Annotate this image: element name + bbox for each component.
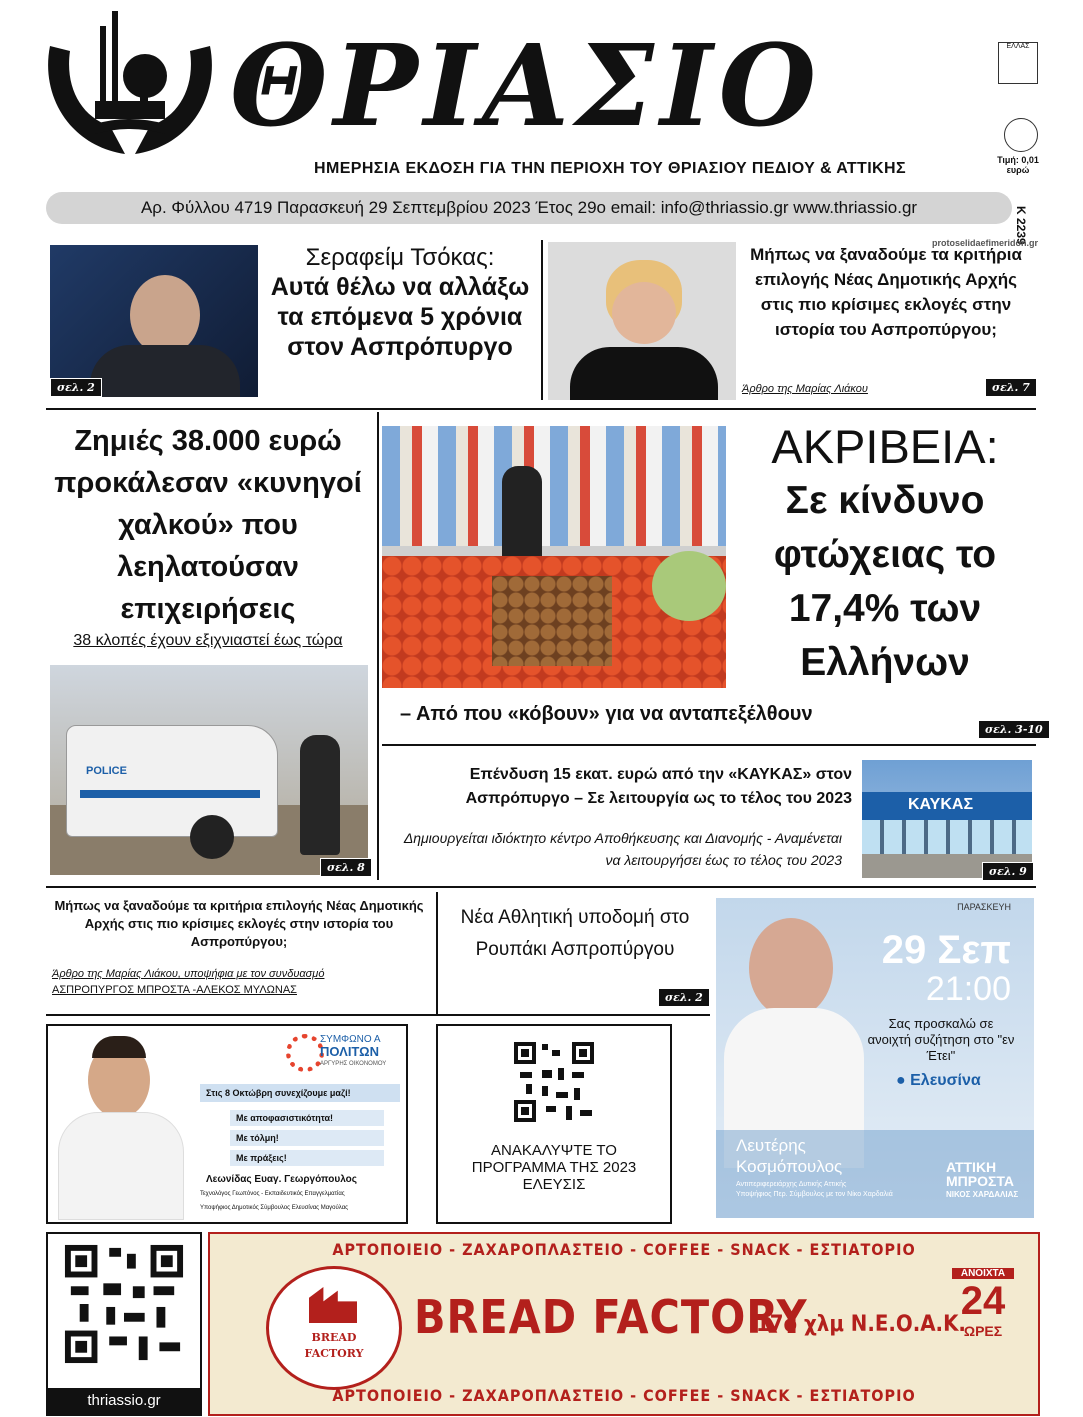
eleusis-cta: ΑΝΑΚΑΛΥΨΤΕ ΤΟ ΠΡΟΓΡΑΜΜΑ ΤΗΣ 2023 ΕΛΕΥΣΙΣ: [471, 1142, 637, 1193]
pact-logo-icon: [286, 1034, 324, 1072]
story-headline: Νέα Αθλητική υποδομή στο Ρουπάκι Ασπροπύργου: [460, 907, 690, 960]
masthead-subtitle: ΗΜΕΡΗΣΙΑ ΕΚΔΟΣΗ ΓΙΑ ΤΗΝ ΠΕΡΙΟΧΗ ΤΟΥ ΘΡΙΑΣΙΟΥ ΠΕΔΙΟΥ & ΑΤΤΙΚΗΣ: [314, 160, 906, 177]
story-byline: Άρθρο της Μαρίας Λιάκου, υποψήφια με τον συνδυασμό: [52, 968, 325, 980]
page-tag: σελ. 2: [658, 988, 710, 1007]
qr-code-icon: [62, 1242, 186, 1366]
party-logo-line1: ΑΤΤΙΚΗ: [946, 1159, 997, 1175]
divider: [541, 240, 543, 400]
story-sub: 38 κλοπές έχουν εξιχνιαστεί έως τώρα: [73, 632, 343, 649]
event-date: 29 Σεπ: [881, 928, 1011, 972]
hands-logo-icon: [40, 6, 220, 156]
page-tag: σελ. 8: [320, 858, 372, 877]
seal-icon: [1004, 118, 1038, 152]
candidate-first-name: Λευτέρης: [736, 1136, 806, 1155]
divider: [382, 744, 1036, 746]
story-headline: Αυτά θέλω να αλλάξω τα επόμενα 5 χρόνια στον Ασπρόπυργο: [270, 273, 530, 361]
open-24-badge: [952, 1268, 1014, 1339]
story-byline: Άρθρο της Μαρίας Λιάκου: [742, 383, 868, 395]
pact-role: Τεχνολόγος Γεωπόνος - Εκπαιδευτικός Επαγγελματίας: [200, 1191, 345, 1197]
market-photo: [382, 426, 726, 688]
bread-logo: [266, 1266, 402, 1390]
candidate-last-name: Κοσμόπουλος: [736, 1157, 843, 1176]
pact-tagline: Στις 8 Οκτώβρη συνεχίζουμε μαζί!: [200, 1084, 400, 1102]
divider: [46, 1014, 710, 1016]
story-kicker: Σεραφείμ Τσόκας:: [305, 244, 495, 271]
factory-icon: [309, 1287, 357, 1323]
stamp-text: ΕΛΛΑΣ: [1006, 43, 1030, 50]
party-logo: [946, 1160, 1018, 1202]
divider: [436, 892, 438, 1014]
lead-deck: – Από που «κόβουν» για να ανταπεξέλθουν: [400, 703, 813, 725]
lead-line1: Σε κίνδυνο: [785, 479, 985, 522]
footer-qr[interactable]: [46, 1232, 202, 1416]
pact-name: Λεωνίδας Ευαγ. Γεωργόπουλος: [206, 1174, 357, 1185]
lead-line4: Ελλήνων: [800, 641, 970, 684]
candidate-role: Υποψήφιος Περ. Σύμβουλος με τον Νίκο Χαρδαλιά: [736, 1191, 893, 1198]
police-text: POLICE: [86, 765, 127, 777]
bread-banner-bottom: ΑΡΤΟΠΟΙΕΙΟ - ΖΑΧΑΡΟΠΛΑΣΤΕΙΟ - COFFEE - SNACK - ΕΣΤΙΑΤΟΡΙΟ: [332, 1386, 916, 1405]
postage-stamp: [998, 42, 1038, 84]
open-hours: 24: [960, 1279, 1006, 1323]
bread-address: 17ο χλμ Ν.Ε.Ο.Α.Κ.: [756, 1312, 966, 1337]
open-label: ΑΝΟΙΧΤΑ: [952, 1268, 1014, 1279]
candidate-photo: [54, 1042, 184, 1218]
pact-logo-text: [320, 1034, 386, 1070]
story-sub: Δημιουργείται ιδιόκτητο κέντρο Αποθήκευσης και Διανομής - Αναμένεται να λειτουργήσει έως το τέλος του 2023: [403, 830, 842, 868]
lead-line3: 17,4% των: [788, 587, 982, 630]
watermark: protoselidaefimeridon.gr: [932, 238, 1039, 248]
place-name: Ελευσίνα: [910, 1072, 981, 1089]
pact-bullet: Με τόλμη!: [230, 1130, 384, 1146]
lead-label: ΑΚΡΙΒΕΙΑ:: [771, 420, 999, 473]
masthead-title: ΘΡΙΑΣΙΟ: [230, 21, 823, 152]
footer-qr-label: thriassio.gr: [48, 1388, 200, 1414]
event-time: 21:00: [925, 970, 1011, 1008]
price-box: [990, 155, 1046, 175]
page-tag: σελ. 7: [985, 378, 1037, 397]
tsokas-photo: [50, 245, 258, 397]
eleusis-ad[interactable]: [436, 1024, 672, 1224]
bread-factory-ad[interactable]: [208, 1232, 1040, 1416]
event-place: [896, 1072, 1026, 1090]
lead-line2: φτώχειας το: [773, 533, 997, 576]
issue-code: Κ 2239: [1014, 206, 1028, 245]
pact-ad[interactable]: [46, 1024, 408, 1224]
story-headline: Μήπως να ξαναδούμε τα κριτήρια επιλογής Νέας Δημοτικής Αρχής στις πιο κρίσιμες εκλογές στην ιστορία του Ασπροπύργου;: [750, 245, 1022, 339]
event-invite: Σας προσκαλώ σε ανοιχτή συζήτηση στο "εν Έτει": [867, 1016, 1015, 1063]
event-weekday: ΠΑΡΑΣΚΕΥΗ: [957, 902, 1011, 912]
price-label: Τιμή: 0,01: [997, 155, 1039, 165]
pact-logo-line1: ΣΥΜΦΩΝΟ Α: [320, 1034, 381, 1045]
liakou-photo: [548, 242, 736, 400]
pact-logo-line2: ΠΟΛΙΤΩΝ: [320, 1044, 379, 1059]
page-tag: σελ. 3-10: [978, 720, 1050, 739]
kaykas-photo: [862, 760, 1032, 878]
qr-code-icon: [512, 1040, 596, 1124]
story-byline: ΑΣΠΡΟΠΥΡΓΟΣ ΜΠΡΟΣΤΑ -ΑΛΕΚΟΣ ΜΥΛΩΝΑΣ: [52, 984, 297, 996]
divider: [377, 412, 379, 880]
party-logo-line2: ΜΠΡΟΣΤΑ: [946, 1173, 1015, 1189]
story-headline: Επένδυση 15 εκατ. ευρώ από την «ΚΑΥΚΑΣ» στον Ασπρόπυργο – Σε λειτουργία ως το τέλος του 2023: [465, 766, 852, 807]
divider: [46, 408, 1036, 410]
story-headline: Ζημιές 38.000 ευρώ προκάλεσαν «κυνηγοί χαλκού» που λεηλατούσαν επιχειρήσεις: [54, 425, 362, 625]
bread-name: BREAD FACTORY: [414, 1290, 808, 1344]
story-headline: Μήπως να ξαναδούμε τα κριτήρια επιλογής Νέας Δημοτικής Αρχής στις πιο κρίσιμες εκλογές στην ιστορία του Ασπροπύργου;: [54, 898, 424, 949]
divider: [46, 886, 1036, 888]
page-tag: σελ. 9: [982, 862, 1034, 881]
police-photo: [50, 665, 368, 875]
pact-bullet: Με αποφασιστικότητα!: [230, 1110, 384, 1126]
pact-role: Υποψήφιος Δημοτικός Σύμβουλος Ελευσίνας Μαγούλας: [200, 1205, 349, 1211]
issue-line: Αρ. Φύλλου 4719 Παρασκευή 29 Σεπτεμβρίου 2023 Έτος 29ο email: info@thriassio.gr www.thriassio.gr: [46, 192, 1012, 224]
page-tag: σελ. 2: [50, 378, 102, 397]
kaykas-sign: ΚΑΥΚΑΣ: [908, 796, 974, 813]
open-hours-unit: ΩΡΕΣ: [963, 1323, 1003, 1339]
bread-logo-line1: BREAD: [311, 1331, 357, 1344]
event-ad[interactable]: [716, 898, 1034, 1218]
candidate-role: Αντιπεριφερειάρχης Δυτικής Αττικής: [736, 1181, 847, 1188]
bread-banner-top: ΑΡΤΟΠΟΙΕΙΟ - ΖΑΧΑΡΟΠΛΑΣΤΕΙΟ - COFFEE - SNACK - ΕΣΤΙΑΤΟΡΙΟ: [332, 1240, 916, 1259]
map-pin-icon: ●: [896, 1072, 906, 1089]
price-unit: ευρώ: [1006, 165, 1030, 175]
party-logo-line3: ΝΙΚΟΣ ΧΑΡΔΑΛΙΑΣ: [946, 1190, 1019, 1199]
pact-bullet: Με πράξεις!: [230, 1150, 384, 1166]
pact-logo-line3: ΑΡΓΥΡΗΣ ΟΙΚΟΝΟΜΟΥ: [320, 1061, 387, 1067]
bread-logo-line2: FACTORY: [304, 1347, 364, 1360]
